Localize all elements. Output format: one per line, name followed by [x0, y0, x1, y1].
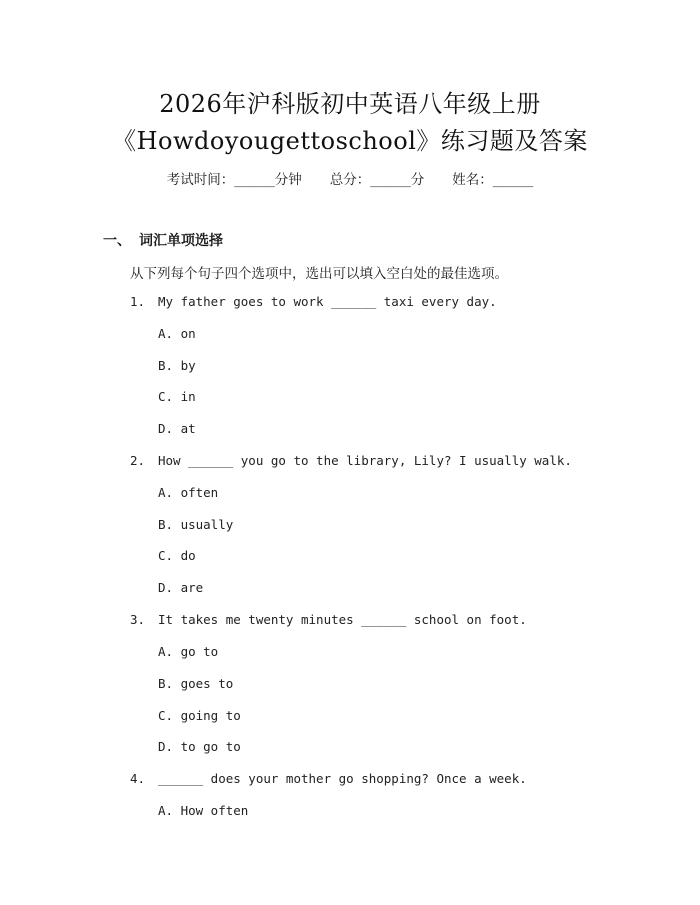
- section-heading: [103, 230, 223, 250]
- exam-info-row: [0, 168, 700, 188]
- q2-option-a: A. often: [158, 485, 219, 500]
- q2-option-d: D. are: [158, 580, 204, 595]
- q3-option-c: C. going to: [158, 708, 241, 723]
- question-number: 1.: [130, 294, 146, 309]
- student-name-field: 姓名：______: [452, 172, 534, 188]
- question-text: ______ does your mother go shopping? Once a week.: [158, 771, 527, 786]
- question-number: 3.: [130, 612, 146, 627]
- question-number: 4.: [130, 771, 146, 786]
- q3-option-a: A. go to: [158, 644, 219, 659]
- q1-option-b: B. by: [158, 358, 196, 373]
- question-text: How ______ you go to the library, Lily? I usually walk.: [158, 453, 572, 468]
- question-2: [130, 453, 572, 468]
- section-instruction: 从下列每个句子四个选项中，选出可以填入空白处的最佳选项。: [130, 266, 508, 282]
- question-text: It takes me twenty minutes ______ school on foot.: [158, 612, 527, 627]
- q1-option-d: D. at: [158, 421, 196, 436]
- document-title-line-1: 2026年沪科版初中英语八年级上册: [159, 90, 541, 118]
- document-title-line-2: 《Howdoyougettoschool》练习题及答案: [112, 127, 588, 155]
- question-4: [130, 771, 527, 786]
- q2-option-b: B. usually: [158, 517, 234, 532]
- question-number: 2.: [130, 453, 146, 468]
- question-text: My father goes to work ______ taxi every day.: [158, 294, 497, 309]
- question-3: [130, 612, 527, 627]
- q1-option-a: A. on: [158, 326, 196, 341]
- q3-option-d: D. to go to: [158, 739, 241, 754]
- section-number: 一、: [103, 233, 131, 249]
- q1-option-c: C. in: [158, 389, 196, 404]
- q2-option-c: C. do: [158, 548, 196, 563]
- question-1: [130, 294, 497, 309]
- section-title: 词汇单项选择: [139, 233, 223, 249]
- q4-option-a: A. How often: [158, 803, 249, 818]
- q3-option-b: B. goes to: [158, 676, 234, 691]
- exam-time-field: 考试时间：______分钟: [166, 172, 302, 188]
- total-score-field: 总分：______分: [329, 172, 425, 188]
